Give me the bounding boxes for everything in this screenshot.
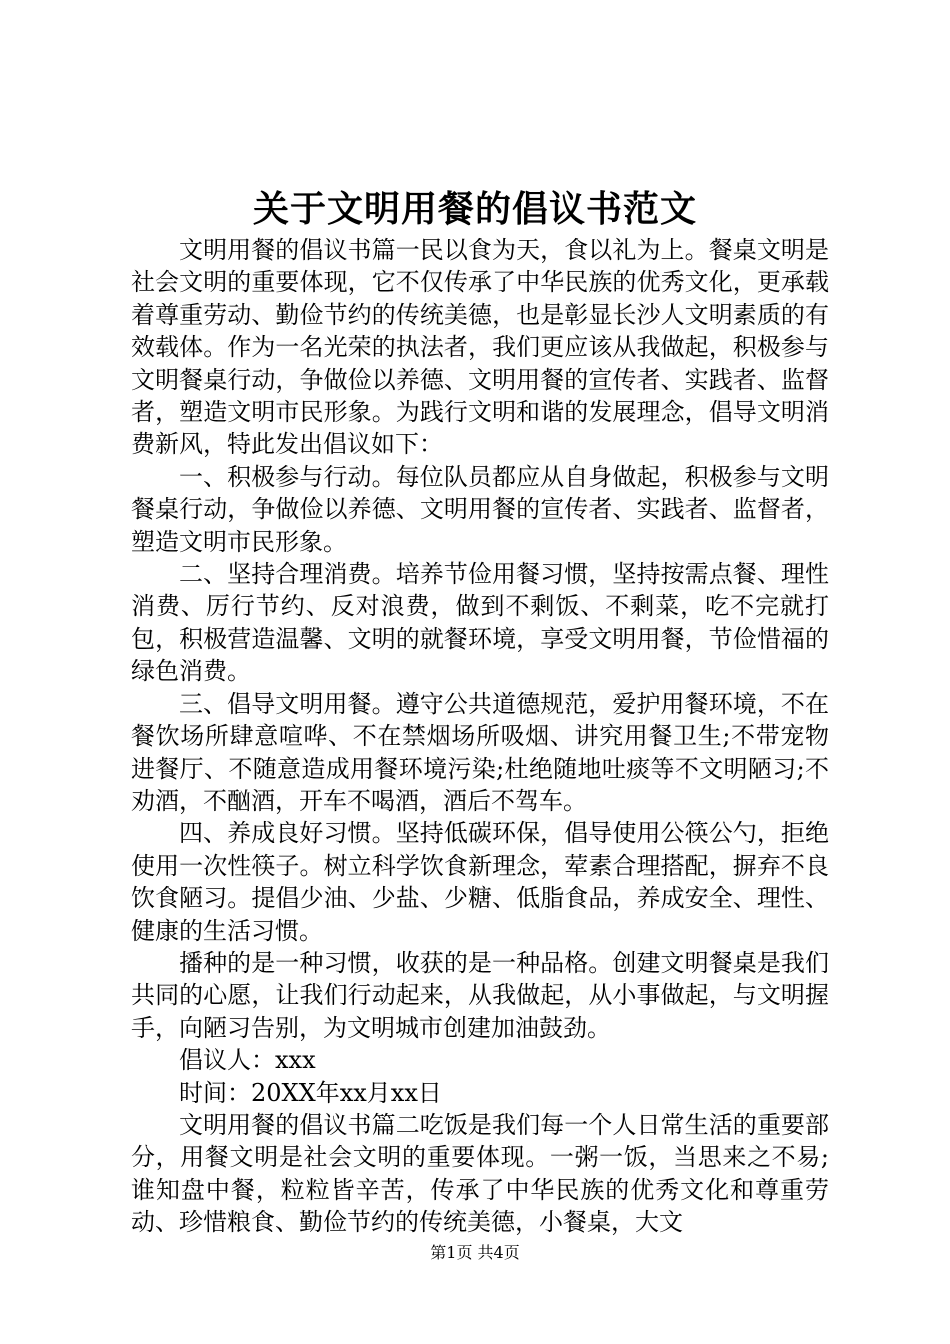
paragraph-date: 时间：20XX年xx月xx日 (179, 1078, 442, 1107)
paragraph-closing: 播种的是一种习惯，收获的是一种品格。创建文明餐桌是我们共同的心愿，让我们行动起来，从我做起，从小事做起，与文明握手，向陋习告别，为文明城市创建加油鼓劲。 (131, 948, 829, 1042)
paragraph-point-3: 三、倡导文明用餐。遵守公共道德规范，爱护用餐环境，不在餐饮场所肆意喧哗、不在禁烟场所吸烟、讲究用餐卫生;不带宠物进餐厅、不随意造成用餐环境污染;杜绝随地吐痰等不文明陋习;不劝酒，不酗酒，开车不喝酒，酒后不驾车。 (131, 689, 829, 815)
paragraph-point-2: 二、坚持合理消费。培养节俭用餐习惯，坚持按需点餐、理性消费、厉行节约、反对浪费，做到不剩饭、不剩菜，吃不完就打包，积极营造温馨、文明的就餐环境，享受文明用餐，节俭惜福的绿色消费。 (131, 560, 829, 686)
paragraph-part-two: 文明用餐的倡议书篇二吃饭是我们每一个人日常生活的重要部分，用餐文明是社会文明的重要体现。一粥一饭，当思来之不易;谁知盘中餐，粒粒皆辛苦，传承了中华民族的优秀文化和尊重劳动、珍惜粮食、勤俭节约的传统美德，小餐桌，大文 (131, 1110, 829, 1237)
paragraph-initiator: 倡议人：xxx (179, 1046, 316, 1075)
paragraph-intro: 文明用餐的倡议书篇一民以食为天，食以礼为上。餐桌文明是社会文明的重要体现，它不仅传承了中华民族的优秀文化，更承载着尊重劳动、勤俭节约的传统美德，也是彰显长沙人文明素质的有效载体。作为一名光荣的执法者，我们更应该从我做起，积极参与文明餐桌行动，争做俭以养德、文明用餐的宣传者、实践者、监督者，塑造文明市民形象。为践行文明和谐的发展理念，倡导文明消费新风，特此发出倡议如下： (131, 236, 829, 459)
document-body (131, 234, 829, 1239)
paragraph-point-1: 一、积极参与行动。每位队员都应从自身做起，积极参与文明餐桌行动，争做俭以养德、文明用餐的宣传者、实践者、监督者，塑造文明市民形象。 (131, 462, 829, 556)
paragraph-point-4: 四、养成良好习惯。坚持低碳环保，倡导使用公筷公勺，拒绝使用一次性筷子。树立科学饮食新理念，荤素合理搭配，摒弃不良饮食陋习。提倡少油、少盐、少糖、低脂食品，养成安全、理性、健康的生活习惯。 (131, 819, 829, 945)
document-title: 关于文明用餐的倡议书范文 (252, 188, 697, 230)
page-number-footer: 第1页 共4页 (430, 1243, 520, 1262)
